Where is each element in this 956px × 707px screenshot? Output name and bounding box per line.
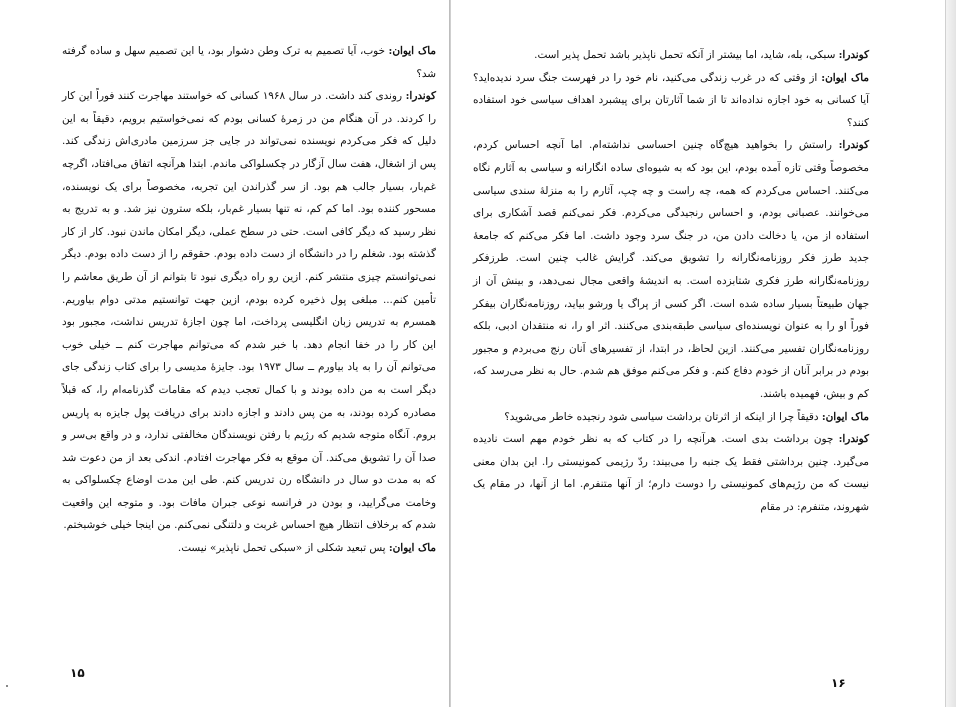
speaker-label: ماک ایوان: (388, 542, 436, 555)
paragraph-text: چون برداشت بدی است. هرآنچه را در کتاب که به نظر خودم مهم است نادیده می‌گیرد. چنین برداشتی فقط یک جنبه را می‌بیند: ردّ رژیمی کمونیستی را. این بدان معنی نیست که من رژیم‌های کمونیستی را دوست دارم؛ از آنها متنفرم. اما از آنها، در مقام یک شهروند، متنفرم: در مقام (473, 433, 869, 513)
paragraph (473, 428, 869, 518)
scan-speck (6, 685, 8, 687)
paragraph-text: راستش را بخواهید هیچ‌گاه چنین احساسی نداشته‌ام. اما آنچه احساس کردم، مخصوصاً وقتی تازه آمده بودم، این بود که به شیوه‌ای ساده انگارانه و سیاسی به آثارم نگاه می‌کنند. احساس می‌کردم که همه، چه راست و چه چپ، آثارم را به منزلهٔ سندی سیاسی می‌خوانند. عصبانی بودم، و احساس رنجیدگی می‌کردم. فکر نمی‌کنم قصد آشکاری برای استفاده از من، یا دخالت دادن من، در جنگ سرد وجود داشت. اما فکر می‌کنم که جامعهٔ جدید طرز فکر روزنامه‌نگارانه را تشویق می‌کند. گرایش غالب چنین است. طرزفکر روزنامه‌نگارانه طرز فکری شتابزده است. به اندیشهٔ واقعی مجال نمی‌دهد، و بینش آن از جهان طبیعتاً بسیار ساده شده است. اگر کسی از پراگ یا ورشو بیاید، روزنامه‌نگاران بیفکر فوراً او را به عنوان نویسنده‌ای سیاسی طبقه‌بندی می‌کنند. اثر او را، نه منتقدان ادبی، بلکه روزنامه‌نگاران تفسیر می‌کنند. ازین لحاظ، در ابتدا، از تفسیرهای آنان رنج می‌بردم و مجبور بودم در برابر آنان از خودم دفاع کنم. و فکر می‌کنم موفق هم شدم. حال به نظر می‌رسد که، کم و بیش، فهمیده باشند. (473, 139, 869, 400)
page-edge (945, 0, 956, 707)
paragraph (62, 537, 436, 560)
speaker-label: کوندرا: (838, 139, 869, 152)
right-page (450, 0, 951, 707)
paragraph-text: از وقتی که در غرب زندگی می‌کنید، نام خود را در فهرست جنگ سرد ندیده‌اید؟ آیا کسانی به خود اجازه نداده‌اند تا از شما آثارتان برای پیشبرد اهداف سیاسی خود استفاده کنند؟ (473, 71, 869, 129)
paragraph-text: سبکی، بله، شاید، اما بیشتر از آنکه تحمل ناپذیر باشد تحمل پذیر است. (534, 49, 836, 61)
paragraph-text: خوب، آیا تصمیم به ترک وطن دشوار بود، یا این تصمیم سهل و ساده گرفته شد؟ (62, 45, 436, 80)
page-number: ۱۶ (831, 676, 846, 690)
paragraph (473, 406, 869, 429)
paragraph-text: دقیقاً چرا از اینکه از اثرتان برداشت سیاسی شود رنجیده خاطر می‌شوید؟ (504, 410, 819, 423)
paragraph (473, 67, 869, 135)
right-page-text (473, 44, 869, 518)
speaker-label: ماک ایوان: (388, 45, 436, 57)
paragraph-text: روندی کند داشت. در سال ۱۹۶۸ کسانی که خواستند مهاجرت کنند فوراً این کار را کردند. در آن هنگام من در زمرهٔ کسانی بودم که نمی‌خواستیم برویم، دقیقاً به این دلیل که فکر می‌کردم نویسنده نمی‌تواند در جایی جز سرزمین مادری‌اش زندگی کند. پس از اشغال، هفت سال آزگار در چکسلواکی ماندم. ابتدا هرآنچه اتفاق می‌افتاد، اگرچه غم‌بار، بسیار جالب هم بود. از سر گذراندن این تجربه، مخصوصاً برای یک نویسنده، مسحور کننده بود. اما کم کم، نه تنها بسیار غم‌بار، بلکه سترون نیز شد. و به تدریج به نظر رسید که دیگر کافی است. حتی در سطح عملی، دیگر امکان ماندن نبود. کار از کار گذشته بود. شغلم را در دانشگاه از دست داده بودم. حقوقم را از دست داده بودم. دیگر نمی‌توانستم چیزی منتشر کنم. ازین رو راه دیگری نبود تا بتوانم از آن طریق معاشم را تأمین کنم... مبلغی پول ذخیره کرده بودم، ازین جهت توانستیم مدتی دوام بیاوریم. همسرم به تدریس زبان انگلیسی پرداخت، اما چون اجازهٔ تدریس نداشت، مجبور بود این کار را در خفا انجام دهد. با خبر شدم که می‌توانم مهاجرت کنم ــ خیلی خوب می‌توانم آن را به یاد بیاورم ــ سال ۱۹۷۳ بود. جایزهٔ مدیسی را برای کتاب زندگی جای دیگر است به من داده بودند و با کمال تعجب دیدم که مقامات گذرنامه‌ام را، که قبلاً مصادره کرده بودند، به من پس دادند و اجازه دادند برای دریافت پول جایزه به پاریس بروم. آنگاه متوجه شدیم که رژیم با رفتن نویسندگان مخالفتی ندارد، و در واقع بی‌سر و صدا آن را تشویق می‌کند. آن موقع به فکر مهاجرت افتادم. اندکی بعد از من دعوت شد که به مدت دو سال در دانشگاه رن تدریس کنم. طی این مدت اوضاع چکسلواکی به وخامت می‌گرایید، و بودن در فرانسه نوعی جبران مافات بود. و متوجه این واقعیت شدم که برخلاف انتظار هیچ احساس غربت و دلتنگی نمی‌کنم. من اینجا خیلی خوشبختم. (62, 90, 436, 532)
paragraph (62, 40, 436, 85)
paragraph (473, 134, 869, 405)
speaker-label: کوندرا: (838, 433, 869, 446)
paragraph (62, 85, 436, 537)
speaker-label: کوندرا: (838, 49, 869, 61)
paragraph-text: پس تبعید شکلی از «سبکی تحمل ناپذیر» نیست. (177, 542, 386, 555)
page-number: ۱۵ (70, 666, 85, 680)
speaker-label: کوندرا: (405, 90, 436, 103)
speaker-label: ماک ایوان: (821, 410, 869, 423)
speaker-label: ماک ایوان: (821, 71, 869, 84)
left-page (0, 0, 450, 707)
paragraph (473, 44, 869, 67)
left-page-text (62, 40, 436, 560)
